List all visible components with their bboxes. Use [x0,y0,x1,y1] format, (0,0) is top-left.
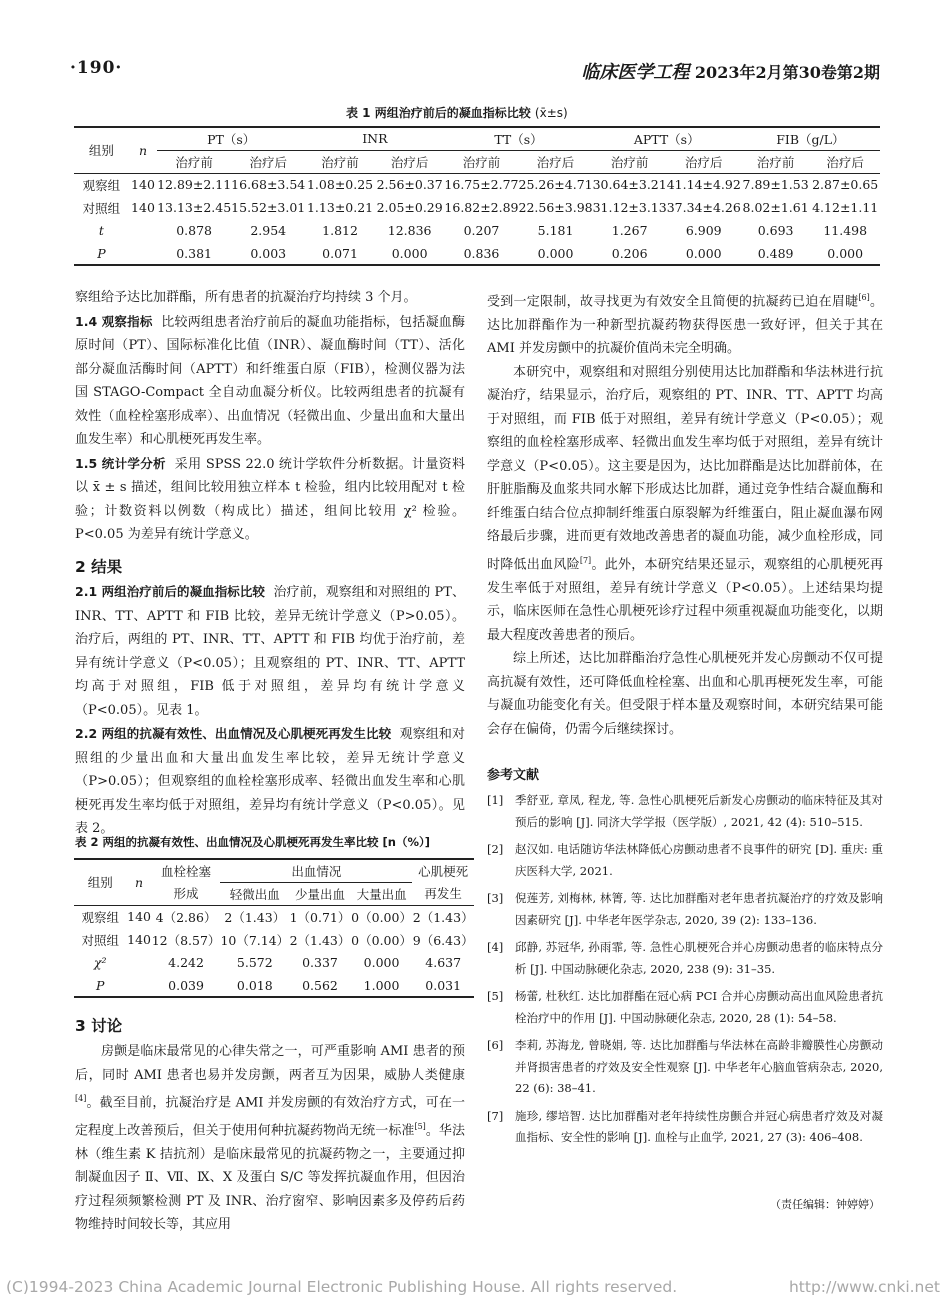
table-cell: 0.206 [593,242,667,265]
table1-sub-before: 治疗前 [157,150,231,173]
reference-list [487,790,883,1155]
table1-row-label: 对照组 [82,200,121,216]
table-cell: 2.87±0.65 [812,177,879,193]
reference-item [487,839,883,882]
reference-number: [5] [487,989,504,1003]
reference-text: 倪莲芳, 刘梅林, 林箐, 等. 达比加群酯对老年患者抗凝治疗的疗效及影响因素研究 [J]. 中华老年医学杂志, 2020, 39 (2): 133–136. [515,891,883,927]
table-cell: 0.836 [444,242,518,265]
table1-sub-after: 治疗后 [375,150,445,173]
table-cell: 0.071 [305,242,375,265]
table-cell: 12.89±2.11 [157,177,232,193]
table1-sub-before: 治疗前 [444,150,518,173]
table2-row-n: 140 [127,932,151,947]
table-row [74,196,880,219]
journal-issue: 2023年2月第30卷第2期 [694,63,880,82]
paragraph: 综上所述，达比加群酯治疗急性心肌梗死并发心房颤动不仅可提高抗凝有效性，还可降低血栓栓塞、出血和心肌再梗死发生率，可能与凝血功能变化有关。但受限于样本量及观察时间，本研究结果可能会存在偏倚，仍需今后继续探讨。 [487,651,883,737]
section-2-2-text: 观察组和对照组的少量出血和大量出血发生率比较，差异无统计学意义（P>0.05）；但观察组的血栓栓塞形成率、轻微出血发生率和心肌梗死再发生率均低于对照组，差异均有统计学意义（P<0.05）。见表 2。 [75,727,465,836]
reference-item [487,790,883,833]
table-cell: 12.836 [387,223,432,238]
table-cell: 10（7.14） [220,932,290,948]
table2-row-n [126,951,151,974]
reference-number: [4] [487,940,504,954]
paragraph: 受到一定限制，故寻找更为有效安全且简便的抗凝药已迫在眉睫[6]。达比加群酯作为一种新型抗凝药物获得医患一致好评，但关于其在 AMI 并发房颤中的抗凝价值尚未完全明确。 [487,293,883,357]
section-2-1-heading: 2.1 两组治疗前后的凝血指标比较 [75,584,266,599]
table1-row-label: t [98,223,104,238]
citation: [5] [414,1121,426,1131]
table-cell: 25.26±4.71 [518,177,593,193]
table-cell: 5.572 [236,955,273,970]
table1-row-n: 140 [131,177,155,193]
table-cell: 1.13±0.21 [306,200,374,215]
table2-row-label: χ² [93,955,107,970]
reference-text: 邱静, 苏冠华, 孙雨霏, 等. 急性心肌梗死合并心房颤动患者的临床特点分析 [J]. 中国动脉硬化杂志, 2020, 238 (9): 31–35. [515,940,883,976]
table-cell: 15.52±3.01 [231,200,306,215]
table-cell: 0（0.00） [351,909,412,925]
table-row [74,928,474,951]
table1-metric-inr: INR [305,127,444,150]
page-number: ·190· [70,58,123,78]
table-cell: 1.000 [351,974,413,997]
section-1-4-heading: 1.4 观察指标 [75,313,153,329]
section-2-1 [75,580,465,722]
table-cell: 8.02±1.61 [742,200,809,215]
table-cell: 16.75±2.77 [444,177,519,193]
table-row [74,905,474,928]
table-cell: 0.489 [741,242,811,265]
table-cell: 0.031 [412,974,474,997]
table2-header-row [74,859,474,882]
table-cell: 1（0.71） [289,909,351,925]
table-row [74,219,880,242]
table-cell: 7.89±1.53 [742,177,809,193]
table1-sub-after: 治疗后 [667,150,741,173]
table-cell: 1.267 [611,223,648,238]
table1-caption-stat: (x̄±s) [534,106,568,120]
table2-thrombo-header-2: 形成 [152,882,221,905]
section-1-5 [75,452,465,547]
left-column-methods [75,286,465,547]
table-cell: 16.68±3.54 [231,177,306,193]
table-cell: 0.018 [220,974,289,997]
table-cell: 0.000 [375,242,445,265]
discussion-paragraph: 房颤是临床最常见的心律失常之一，可严重影响 AMI 患者的预后，同时 AMI 患者也易并发房颤，两者互为因果，威胁人类健康[4]。截至目前，抗凝治疗是 AMI 并发房颤的有效治疗方式，可在一定程度上改善预后，但关于使用何种抗凝药物尚无统一标准[5]。华法林（维生素 K 拮抗剂）是临床最常见的抗凝药物之一，主要通过抑制凝血因子 Ⅱ、Ⅶ、Ⅸ、Ⅹ 及蛋白 S/C 等发挥抗凝血作用，但因治疗过程须频繁检测 PT 及 INR、治疗窗窄、影响因素多及停药后药物维持时间较长等，其应用 [75,1044,465,1233]
table2-bleeding-header: 出血情况 [220,859,412,882]
table2-row-n [126,974,151,997]
table1-row-label: 观察组 [82,177,121,193]
table-row [74,173,880,196]
table2-row-label: 对照组 [81,932,119,948]
results-heading: 2 结果 [75,558,123,576]
section-2-2-heading: 2.2 两组的抗凝有效性、出血情况及心肌梗死再发生比较 [75,726,392,741]
table1-group-header: 组别 [74,127,129,173]
editor-note: （责任编辑：钟婷婷） [770,1198,880,1211]
reference-number: [1] [487,793,504,807]
section-1-4 [75,310,465,452]
table1-row-n [129,219,157,242]
table1-row-n: 140 [131,200,155,215]
table2-bleed-minor: 轻微出血 [220,882,289,905]
table-cell: 2（1.43） [412,909,474,925]
table2-row-label: P [74,974,126,997]
section-1-5-heading: 1.5 统计学分析 [75,455,166,471]
table-cell: 0.693 [757,223,794,238]
table1-metric-tt: TT（s） [444,127,592,150]
table-cell: 37.34±4.26 [666,200,741,215]
section-1-5-text: 采用 SPSS 22.0 统计学软件分析数据。计量资料以 x̄ ± s 描述，组间比较用独立样本 t 检验，组内比较用配对 t 检验；计数资料以例数（构成比）描述，组间比较用 χ² 检验。P<0.05 为差异有统计学意义。 [75,456,465,542]
table1-caption [346,104,568,121]
reference-item [487,937,883,980]
table-cell: 1.08±0.25 [306,177,374,193]
table2-n-header: n [126,859,151,905]
table1-header-row [74,127,880,150]
table2-mi-header: 心肌梗死 [412,859,474,882]
reference-text: 杨蕾, 杜秋红. 达比加群酯在冠心病 PCI 合并心房颤动高出血风险患者抗栓治疗中的作用 [J]. 中国动脉硬化杂志, 2020, 28 (1): 54–58. [515,989,883,1025]
table-cell: 0.003 [231,242,305,265]
citation: [6] [858,293,870,302]
table-cell: 31.12±3.13 [592,200,667,215]
table-cell: 2.05±0.29 [376,200,443,215]
reference-number: [3] [487,891,504,905]
table-cell: 0（0.00） [351,932,412,948]
reference-number: [7] [487,1108,504,1123]
table2-bleed-small: 少量出血 [289,882,351,905]
table-cell: 30.64±3.21 [592,177,667,193]
table-cell: 4（2.86） [155,909,217,925]
table2-mi-header-2: 再发生 [412,882,474,905]
table1-row-n [129,242,157,265]
table1-sub-before: 治疗前 [305,150,375,173]
section-2-2 [75,722,465,841]
reference-number: [6] [487,1038,504,1052]
table-row [74,242,880,265]
paragraph: 察组给予达比加群酯，所有患者的抗凝治疗均持续 3 个月。 [75,290,417,305]
table-cell: 4.12±1.11 [812,200,879,215]
table-cell: 2（1.43） [224,909,286,925]
table1-sub-after: 治疗后 [231,150,305,173]
table1-sub-after: 治疗后 [519,150,593,173]
citation: [7] [579,555,592,565]
reference-text: 李莉, 苏海龙, 曾晓娟, 等. 达比加群酯与华法林在高龄非瓣膜性心房颤动并肾损害患者的疗效及安全性观察 [J]. 中华老年心脑血管病杂志, 2020, 22 (6): 38–41. [515,1038,883,1095]
table-cell: 13.13±2.45 [157,200,232,215]
citation: [4] [75,1094,87,1103]
table-cell: 12（8.57） [151,932,221,948]
table-row [74,974,474,997]
table-cell: 0.337 [302,955,338,970]
reference-item [487,1106,883,1149]
reference-text: 施珍, 缪培智. 达比加群酯对老年持续性房颤合并冠心病患者疗效及对凝血指标、安全性的影响 [J]. 血栓与止血学, 2021, 27 (3): 406–408. [515,1108,883,1144]
left-column-discussion [75,1040,465,1237]
copyright-footer [6,1278,946,1296]
journal-brand: 临床医学工程 [581,62,690,83]
section-2-1-text: 治疗前，观察组和对照组的 PT、INR、TT、APTT 和 FIB 比较，差异无统计学意义（P>0.05）。治疗后，两组的 PT、INR、TT、APTT 和 FIB 均优于治疗前，差异有统计学意义（P<0.05）；且观察组的 PT、INR、TT、APTT 均高于对照组，FIB 低于对照组，差异均有统计学意义（P<0.05）。见表 1。 [75,585,466,718]
table1-metric-aptt: APTT（s） [593,127,741,150]
table-cell: 4.242 [168,955,204,970]
table1-caption-text: 表 1 两组治疗前后的凝血指标比较 [346,106,531,120]
reference-text: 季舒亚, 章凤, 程龙, 等. 急性心肌梗死后新发心房颤动的临床特征及其对预后的影响 [J]. 同济大学学报（医学版）, 2021, 42 (4): 510–515. [515,793,883,829]
table1-metric-fib: FIB（g/L） [741,127,880,150]
table1-sub-before: 治疗前 [593,150,667,173]
table-cell: 0.381 [157,242,231,265]
table-cell: 0.000 [667,242,741,265]
table-cell: 22.56±3.98 [518,200,593,215]
cnki-link[interactable]: http://www.cnki.net [788,1278,940,1296]
table1-subheader-row [74,150,880,173]
table-cell: 41.14±4.92 [666,177,741,193]
table1-sub-before: 治疗前 [741,150,811,173]
table-cell: 5.181 [537,223,574,238]
table1 [74,126,880,266]
table2-bleed-major: 大量出血 [351,882,413,905]
table-cell: 2（1.43） [289,932,351,948]
table2-group-header: 组别 [74,859,126,905]
reference-text: 赵汉如. 电话随访华法林降低心房颤动患者不良事件的研究 [D]. 重庆: 重庆医科大学, 2021. [515,842,883,878]
references-heading: 参考文献 [487,768,540,783]
paragraph: 本研究中，观察组和对照组分别使用达比加群酯和华法林进行抗凝治疗，结果显示，治疗后，观察组的 PT、INR、TT、APTT 均高于对照组，而 FIB 低于对照组，差异有统计学意义（P<0.05）；观察组的血栓栓塞形成率、轻微出血发生率均低于对照组，差异有统计学意义（P<0.05）。这主要是因为，达比加群酯是达比加群前体，在肝脏脂酶及血浆共同水解下形成达比加群，通过竞争性结合凝血酶和纤维蛋白结合位点抑制纤维蛋白原裂解为纤维蛋白，阻止凝血瀑布网络最后步骤，进而更有效地改善患者的凝血功能，减少血栓形成，同时降低出血风险[7]。此外，本研究结果还显示，观察组的心肌梗死再发生率低于对照组，差异有统计学意义（P<0.05）。上述结果均提示，临床医师在急性心肌梗死诊疗过程中须重视凝血功能变化，以期最大程度改善患者的预后。 [487,364,883,643]
table-cell: 2.56±0.37 [376,177,443,193]
table-cell: 0.562 [289,974,351,997]
table2-row-n: 140 [127,909,151,925]
right-column [487,286,883,741]
table1-metric-pt: PT（s） [157,127,305,150]
copyright-text: (C)1994-2023 China Academic Journal Electronic Publishing House. All rights reserved. [6,1278,678,1296]
left-column-results [75,580,465,841]
table1-n-header: n [129,127,157,173]
table-cell: 0.039 [152,974,221,997]
table2-row-label: 观察组 [81,909,119,925]
page-header [70,58,880,88]
table-cell: 11.498 [823,223,868,238]
table-cell: 1.812 [322,223,358,238]
reference-number: [2] [487,842,504,856]
table-row [74,951,474,974]
table2-thrombo-header: 血栓栓塞 [152,859,221,882]
table-cell: 9（6.43） [412,932,474,948]
table1-sub-after: 治疗后 [810,150,880,173]
table2 [74,858,474,998]
reference-item [487,986,883,1029]
reference-item [487,1035,883,1100]
table1-row-label: P [74,242,129,265]
table-cell: 0.000 [363,955,400,970]
discussion-heading: 3 讨论 [75,1017,123,1035]
table-cell: 16.82±2.89 [444,200,519,215]
table-cell: 2.954 [250,223,287,238]
section-1-4-text: 比较两组患者治疗前后的凝血功能指标，包括凝血酶原时间（PT）、国际标准化比值（INR）、凝血酶时间（TT）、活化部分凝血活酶时间（APTT）和纤维蛋白原（FIB），检测仪器为法国 STAGO-Compact 全自动血凝分析仪。比较两组患者的抗凝有效性（血栓栓塞形成率）、出血情况（轻微出血、少量出血和大量出血发生率）和心肌梗死再发生率。 [75,314,465,447]
table-cell: 0.207 [463,223,500,238]
journal-title [581,58,880,84]
table-cell: 4.637 [425,955,462,970]
table-cell: 0.878 [176,223,213,238]
table-cell: 6.909 [685,223,722,238]
table2-caption: 表 2 两组的抗凝有效性、出血情况及心肌梗死再发生率比较 [n（%）] [75,835,430,849]
reference-item [487,888,883,931]
table-cell: 0.000 [519,242,593,265]
table-cell: 0.000 [810,242,880,265]
